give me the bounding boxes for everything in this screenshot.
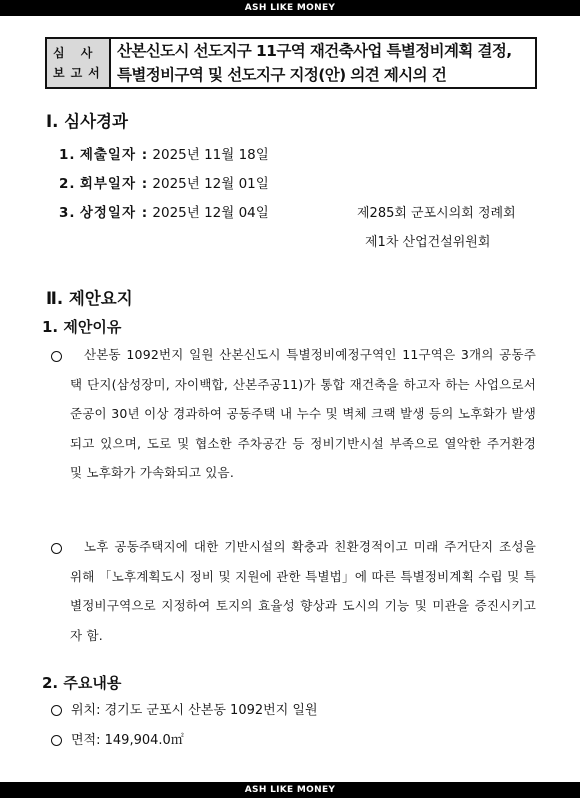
row-label: 회부일자 : xyxy=(79,176,149,192)
content-item-area: 면적: 149,904.0㎡ xyxy=(71,733,184,748)
bullet-circle-icon xyxy=(51,735,62,746)
reason-paragraph-1: 산본동 1092번지 일원 산본신도시 특별정비예정구역인 11구역은 3개의 공동주택 단지(삼성장미, 자이백합, 산본주공11)가 통합 재건축을 하고자 하는 사업으로서 준공이 30년 이상 경과하여 공동주택 내 누수 및 벽체 크랙 발생 등의 노후화가 발생되고 있으며, 도로 및 협소한 주차공간 등 정비기반시설 부족으로 열악한 주거환경 및 노후화가 가속화되고 있음. xyxy=(70,347,536,480)
row-label: 상정일자 : xyxy=(79,205,149,221)
subsection-reason-heading: 1. 제안이유 xyxy=(42,318,122,336)
row-value: 2025년 12월 01일 xyxy=(152,176,269,192)
row-value: 2025년 11월 18일 xyxy=(152,147,269,163)
row-number: 3. xyxy=(59,205,76,221)
report-title xyxy=(111,39,535,87)
session-info: 제285회 군포시의회 정례회 xyxy=(357,206,516,221)
bullet-circle-icon xyxy=(51,705,62,716)
bullet-circle-icon xyxy=(51,351,62,362)
row-number: 2. xyxy=(59,176,76,192)
report-title-line2: 특별정비구역 및 선도지구 지정(안) 의견 제시의 건 xyxy=(117,66,447,84)
bottom-watermark-bar: ASH LIKE MONEY xyxy=(0,782,580,798)
section1-heading: Ⅰ. 심사경과 xyxy=(46,112,128,131)
section2-heading: Ⅱ. 제안요지 xyxy=(46,289,133,308)
reason-paragraph-2: 노후 공동주택지에 대한 기반시설의 확충과 친환경적이고 미래 주거단지 조성을 위해 「노후계획도시 정비 및 지원에 관한 특별법」에 따른 특별정비계획 수립 및 특별정비구역으로 지정하여 토지의 효율성 향상과 도시의 기능 및 미관을 증진시키고자 함. xyxy=(70,539,536,643)
review-row-referral xyxy=(59,172,269,192)
report-title-line1: 산본신도시 선도지구 11구역 재건축사업 특별정비계획 결정, xyxy=(117,42,512,60)
report-header xyxy=(45,37,537,89)
report-type-box xyxy=(47,39,111,87)
subsection-main-content-heading: 2. 주요내용 xyxy=(42,674,122,692)
committee-info: 제1차 산업건설위원회 xyxy=(365,235,491,250)
content-item-location: 위치: 경기도 군포시 산본동 1092번지 일원 xyxy=(71,703,318,718)
bullet-circle-icon xyxy=(51,543,62,554)
report-type-line1: 심 사 xyxy=(53,46,99,60)
top-watermark-bar: ASH LIKE MONEY xyxy=(0,0,580,16)
row-label: 제출일자 : xyxy=(79,147,149,163)
review-row-agenda xyxy=(59,201,269,221)
row-number: 1. xyxy=(59,147,76,163)
report-type-line2: 보고서 xyxy=(53,66,106,80)
row-value: 2025년 12월 04일 xyxy=(152,205,269,221)
review-row-submission xyxy=(59,143,269,163)
